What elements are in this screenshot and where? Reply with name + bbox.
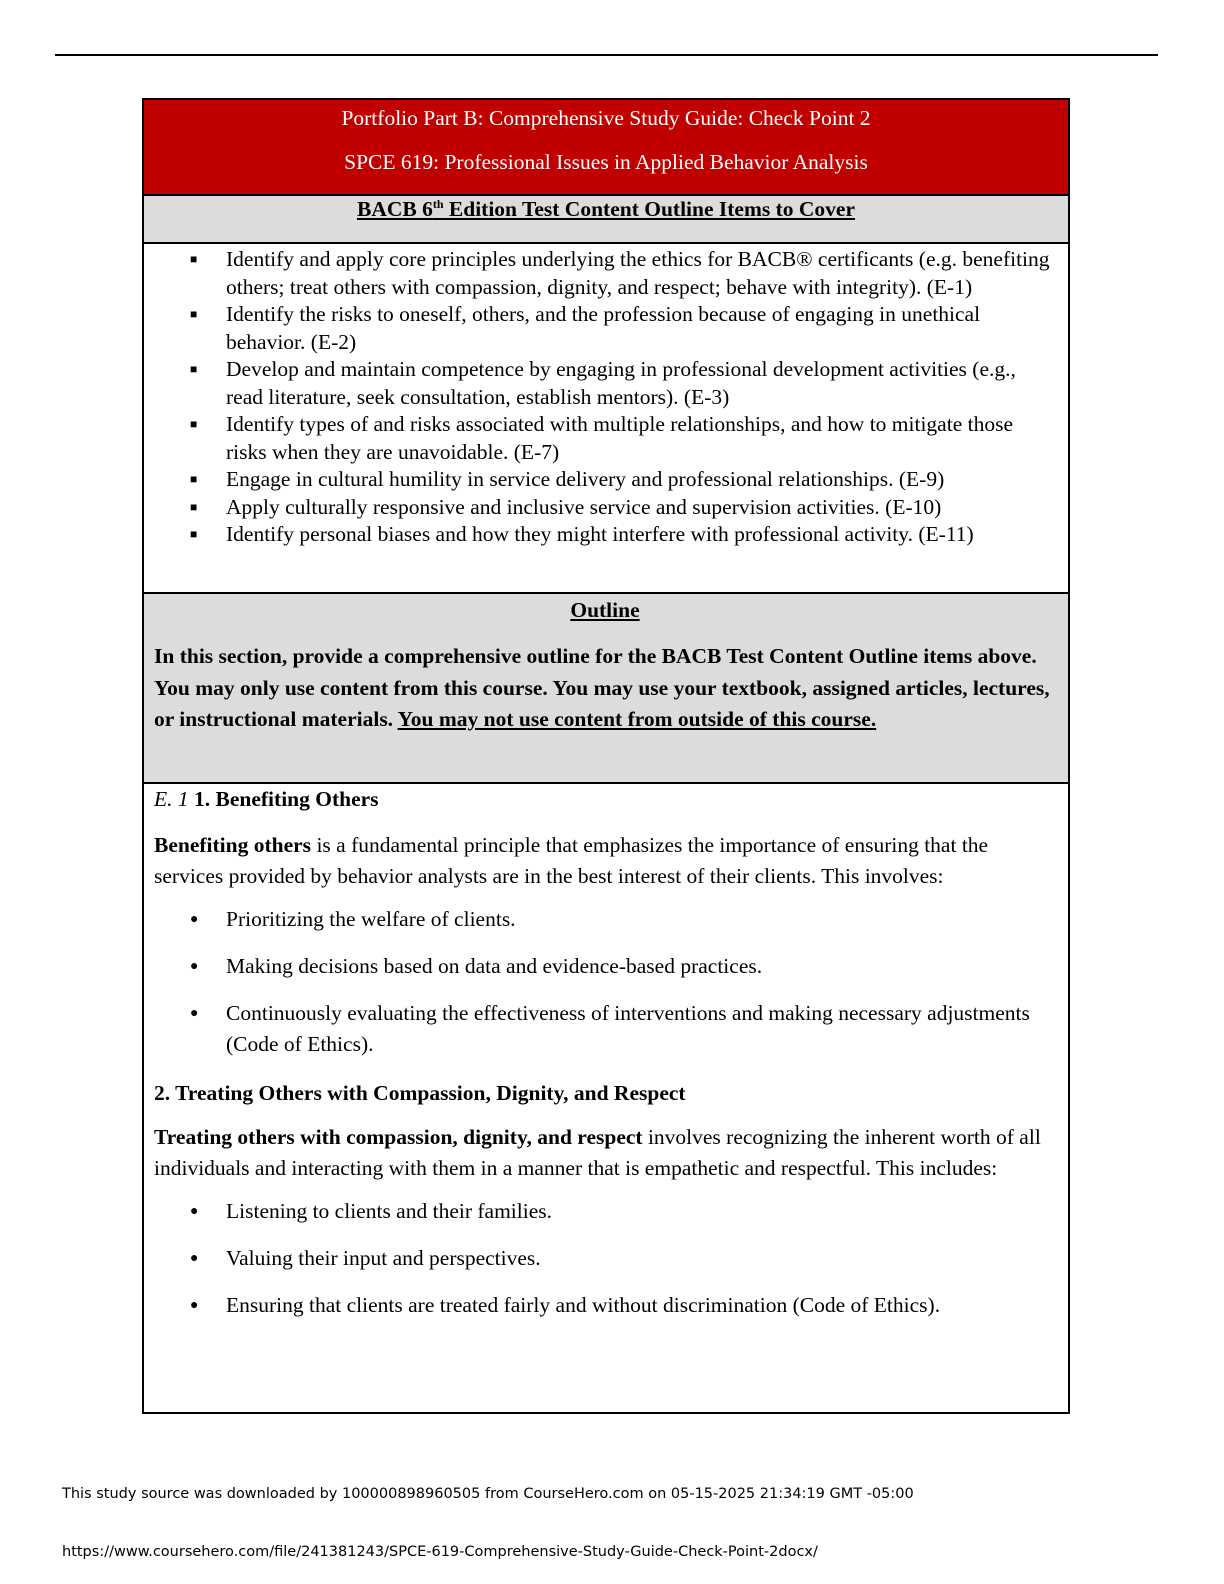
title-banner [144,100,1068,194]
course-title: SPCE 619: Professional Issues in Applied Behavior Analysis [344,150,868,174]
list-item: ■ Identify personal biases and how they might interfere with professional activity. (E-11) [144,521,1054,549]
study-guide-table [142,98,1070,1414]
page-title: Portfolio Part B: Comprehensive Study Guide: Check Point 2 [341,106,871,130]
bullet-icon: ● [190,959,199,974]
list-item: ● Prioritizing the welfare of clients. [154,904,1056,935]
top-rule [55,54,1158,56]
tco-heading-sup: th [432,197,444,211]
source-url[interactable]: https://www.coursehero.com/file/241381243/SPCE-619-Comprehensive-Study-Guide-Check-Point-2docx/ [62,1544,818,1560]
section-heading-2: 2. Treating Others with Compassion, Dignity, and Respect [154,1081,686,1105]
tco-heading [144,194,1068,242]
bullet-icon: ● [190,912,199,927]
bullet-icon: ● [190,1251,199,1266]
bullet-icon: ● [190,1204,199,1219]
bullet-icon: ● [190,1006,199,1021]
outline-warning: You may not use content from outside of this course. [397,707,877,731]
download-notice: This study source was downloaded by 100000898960505 from CourseHero.com on 05-15-2025 21:34:19 GMT -05:00 [62,1486,914,1502]
section-heading-1: E. 1 1. Benefiting Others [154,787,379,811]
square-bullet-icon: ■ [190,527,198,541]
list-item: ■ Identify and apply core principles underlying the ethics for BACB® certificants (e.g. benefiting others; treat others with compassion, dignity, and respect; behave with integrity). (E-1) [190,247,1050,299]
section-paragraph-1: Benefiting others is a fundamental principle that emphasizes the importance of ensuring that the services provided by behavior analysts are in the best interest of their clients. This involves: [154,833,989,888]
bullet-icon: ● [190,1298,199,1313]
tco-heading-post: Edition Test Content Outline Items to Cover [443,197,856,222]
list-item: ● Making decisions based on data and evidence-based practices. [154,951,1056,982]
square-bullet-icon: ■ [190,417,198,431]
outline-content [144,782,1068,1412]
list-item: ■ Engage in cultural humility in service delivery and professional relationships. (E-9) [144,466,1054,494]
list-item: ● Listening to clients and their families. [154,1196,1056,1227]
list-item: ● Ensuring that clients are treated fairly and without discrimination (Code of Ethics). [154,1290,1056,1321]
square-bullet-icon: ■ [190,499,198,514]
outline-section [144,592,1068,782]
list-item: ■ Identify types of and risks associated with multiple relationships, and how to mitigate those risks when they are unavoidable. (E-7) [190,412,1013,464]
square-bullet-icon: ■ [190,362,198,376]
list-item: ● Valuing their input and perspectives. [154,1243,1056,1274]
tco-items [144,242,1068,592]
square-bullet-icon: ■ [190,307,198,321]
list-item: ■ Develop and maintain competence by engaging in professional development activities (e.g., read literature, seek consultation, establish mentors). (E-3) [190,357,1016,409]
outline-heading: Outline [570,598,640,622]
tco-heading-pre: BACB 6 [356,197,433,222]
list-item: ● Continuously evaluating the effectiveness of interventions and making necessary adjustments (Code of Ethics). [154,998,1056,1060]
square-bullet-icon: ■ [190,472,198,486]
outline-instructions: In this section, provide a comprehensive outline for the BACB Test Content Outline items above. You may only use content from this course. You may use your textbook, assigned articles, lectures, or instructional materials. You may not use content from outside of this course. [154,644,1050,731]
square-bullet-icon: ■ [190,252,198,266]
list-item: ■ Identify the risks to oneself, others, and the profession because of engaging in unethical behavior. (E-2) [190,302,981,354]
section-paragraph-2: Treating others with compassion, dignity, and respect involves recognizing the inherent worth of all individuals and interacting with them in a manner that is empathetic and respectful. This includes: [154,1125,1041,1180]
list-item: ■ Apply culturally responsive and inclusive service and supervision activities. (E-10) [144,494,1054,522]
